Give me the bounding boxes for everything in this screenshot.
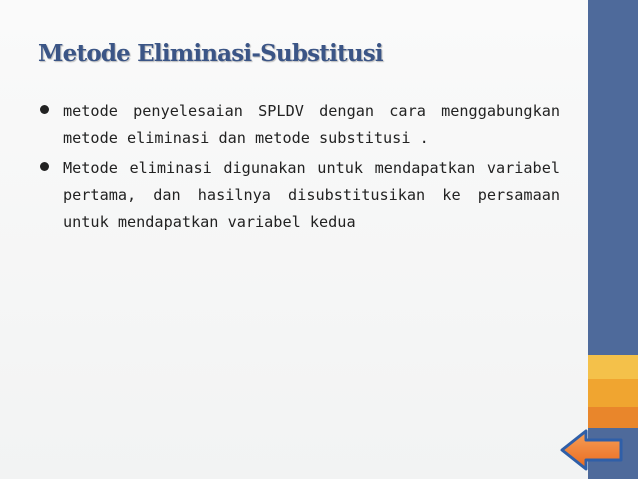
slide-title: Metode Eliminasi-Substitusi <box>38 40 383 67</box>
bullet-dot-icon <box>40 162 49 171</box>
bullet-text: Metode eliminasi digunakan untuk mendapatkan variabel pertama, dan hasilnya disubstitusikan ke persamaan untuk mendapatkan variabel kedua <box>63 159 560 231</box>
accent-block-mid <box>588 379 638 407</box>
bullet-list <box>40 98 560 239</box>
accent-block-light <box>588 355 638 379</box>
bullet-item <box>40 98 560 152</box>
accent-block-dark <box>588 407 638 428</box>
bullet-text: metode penyelesaian SPLDV dengan cara menggabungkan metode eliminasi dan metode substitusi . <box>63 102 560 147</box>
left-arrow-icon <box>559 428 625 472</box>
bullet-item <box>40 155 560 236</box>
back-button[interactable] <box>559 428 625 472</box>
bullet-dot-icon <box>40 105 49 114</box>
